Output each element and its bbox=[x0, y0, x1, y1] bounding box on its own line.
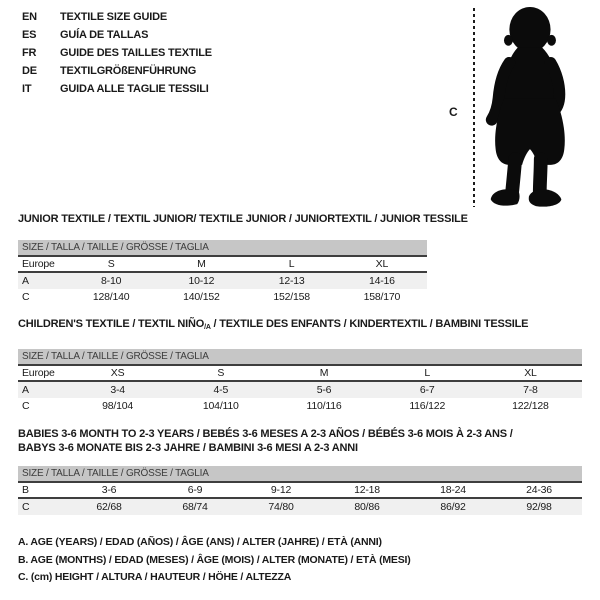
table-cell: 104/110 bbox=[202, 400, 239, 412]
title-line: BABIES 3-6 MONTH TO 2-3 YEARS / BEBÉS 3-6 MESES A 2-3 AÑOS / BÉBÉS 3-6 MOIS À 2-3 ANS / bbox=[18, 428, 513, 440]
list-item bbox=[22, 62, 212, 80]
language-code: ES bbox=[22, 29, 37, 41]
table-cell: 14-16 bbox=[368, 275, 395, 287]
table-cell: M bbox=[319, 367, 329, 379]
section-title-children bbox=[18, 318, 528, 331]
table-cell: 12-18 bbox=[354, 484, 380, 496]
table-cell: L bbox=[288, 258, 295, 270]
table-row bbox=[18, 398, 582, 414]
table-cell: 86/92 bbox=[440, 501, 466, 513]
table-cell: 9-12 bbox=[270, 484, 292, 496]
row-label-cell: Europe bbox=[22, 258, 55, 270]
section-title-junior: JUNIOR TEXTILE / TEXTIL JUNIOR/ TEXTILE JUNIOR / JUNIORTEXTIL / JUNIOR TESSILE bbox=[18, 213, 468, 225]
row-label-cell: A bbox=[22, 384, 29, 396]
table-cell: S bbox=[217, 367, 225, 379]
table-cell: 8-10 bbox=[101, 275, 122, 287]
size-header-bar: SIZE / TALLA / TAILLE / GRÖSSE / TAGLIA bbox=[18, 240, 427, 257]
language-title: TEXTILGRÖßENFÜHRUNG bbox=[60, 65, 197, 77]
table-cell: 74/80 bbox=[268, 501, 294, 513]
language-title: TEXTILE SIZE GUIDE bbox=[60, 11, 168, 23]
title-line: BABYS 3-6 MONATE BIS 2-3 JAHRE / BAMBINI 3-6 MESI A 2-3 ANNI bbox=[18, 442, 358, 454]
table-cell: 98/104 bbox=[102, 400, 134, 412]
list-item bbox=[22, 80, 212, 98]
language-code: FR bbox=[22, 47, 37, 59]
table-row bbox=[18, 273, 427, 289]
table-cell: S bbox=[107, 258, 115, 270]
table-cell: 158/170 bbox=[363, 291, 401, 303]
table-cell: 3-4 bbox=[110, 384, 125, 396]
row-label-cell: A bbox=[22, 275, 29, 287]
row-label-cell: Europe bbox=[22, 367, 55, 379]
table-cell: 68/74 bbox=[182, 501, 208, 513]
table-cell: XL bbox=[375, 258, 389, 270]
table-cell: 24-36 bbox=[526, 484, 552, 496]
title-text: / TEXTILE DES ENFANTS / KINDERTEXTIL / BAMBINI TESSILE bbox=[210, 318, 529, 330]
table-row bbox=[18, 483, 582, 499]
language-code: EN bbox=[22, 11, 37, 23]
table-row bbox=[18, 382, 582, 398]
table-cell: L bbox=[424, 367, 431, 379]
title-subscript: /A bbox=[204, 324, 211, 331]
table-cell: XS bbox=[110, 367, 125, 379]
table-cell: 7-8 bbox=[523, 384, 538, 396]
footnote-b: B. AGE (MONTHS) / EDAD (MESES) / ÂGE (MOIS) / ALTER (MONATE) / ETÀ (MESI) bbox=[18, 553, 411, 566]
size-header-bar: SIZE / TALLA / TAILLE / GRÖSSE / TAGLIA bbox=[18, 466, 582, 483]
section-title-babies bbox=[18, 427, 513, 455]
title-text: CHILDREN'S TEXTILE / TEXTIL NIÑO bbox=[18, 318, 205, 330]
table-cell: 92/98 bbox=[526, 501, 552, 513]
table-cell: 3-6 bbox=[101, 484, 117, 496]
list-item bbox=[22, 26, 212, 44]
table-cell: 18-24 bbox=[440, 484, 466, 496]
row-label-cell: C bbox=[22, 291, 30, 303]
table-cell: 152/158 bbox=[273, 291, 310, 303]
list-item bbox=[22, 44, 212, 62]
table-cell: 140/152 bbox=[183, 291, 220, 303]
table-cell: M bbox=[197, 258, 206, 270]
row-label-cell: C bbox=[22, 400, 30, 412]
junior-size-table bbox=[18, 240, 427, 305]
language-code: IT bbox=[22, 83, 32, 95]
table-cell: 110/116 bbox=[306, 400, 342, 412]
size-header-bar: SIZE / TALLA / TAILLE / GRÖSSE / TAGLIA bbox=[18, 349, 582, 366]
table-row bbox=[18, 257, 427, 273]
language-title: GUIDE DES TAILLES TEXTILE bbox=[60, 47, 212, 59]
footnote-c: C. (cm) HEIGHT / ALTURA / HAUTEUR / HÖHE / ALTEZZA bbox=[18, 571, 292, 583]
table-cell: 12-13 bbox=[278, 275, 305, 287]
row-label-cell: B bbox=[22, 484, 29, 496]
table-cell: 4-5 bbox=[213, 384, 229, 396]
toddler-silhouette bbox=[478, 4, 578, 210]
babies-size-table bbox=[18, 466, 582, 515]
language-title: GUÍA DE TALLAS bbox=[60, 29, 149, 41]
table-cell: 5-6 bbox=[316, 384, 332, 396]
row-label-cell: C bbox=[22, 501, 30, 513]
table-cell: 62/68 bbox=[96, 501, 122, 513]
footnote-legend bbox=[18, 534, 411, 587]
table-row bbox=[18, 366, 582, 382]
table-cell: 116/122 bbox=[409, 400, 446, 412]
table-cell: 128/140 bbox=[92, 291, 130, 303]
table-cell: 80/86 bbox=[354, 501, 380, 513]
table-row bbox=[18, 289, 427, 305]
table-row bbox=[18, 499, 582, 515]
table-cell: 6-7 bbox=[419, 384, 435, 396]
table-cell: 10-12 bbox=[188, 275, 215, 287]
table-cell: XL bbox=[524, 367, 537, 379]
children-size-table bbox=[18, 349, 582, 414]
language-code: DE bbox=[22, 65, 37, 77]
height-measure-dashed-line bbox=[473, 8, 475, 207]
language-title-list bbox=[22, 8, 212, 98]
list-item bbox=[22, 8, 212, 26]
height-measure-label: C bbox=[449, 105, 458, 119]
table-cell: 122/128 bbox=[512, 400, 549, 412]
footnote-a: A. AGE (YEARS) / EDAD (AÑOS) / ÂGE (ANS) / ALTER (JAHRE) / ETÀ (ANNI) bbox=[18, 536, 382, 548]
language-title: GUIDA ALLE TAGLIE TESSILI bbox=[60, 83, 209, 95]
table-cell: 6-9 bbox=[187, 484, 203, 496]
